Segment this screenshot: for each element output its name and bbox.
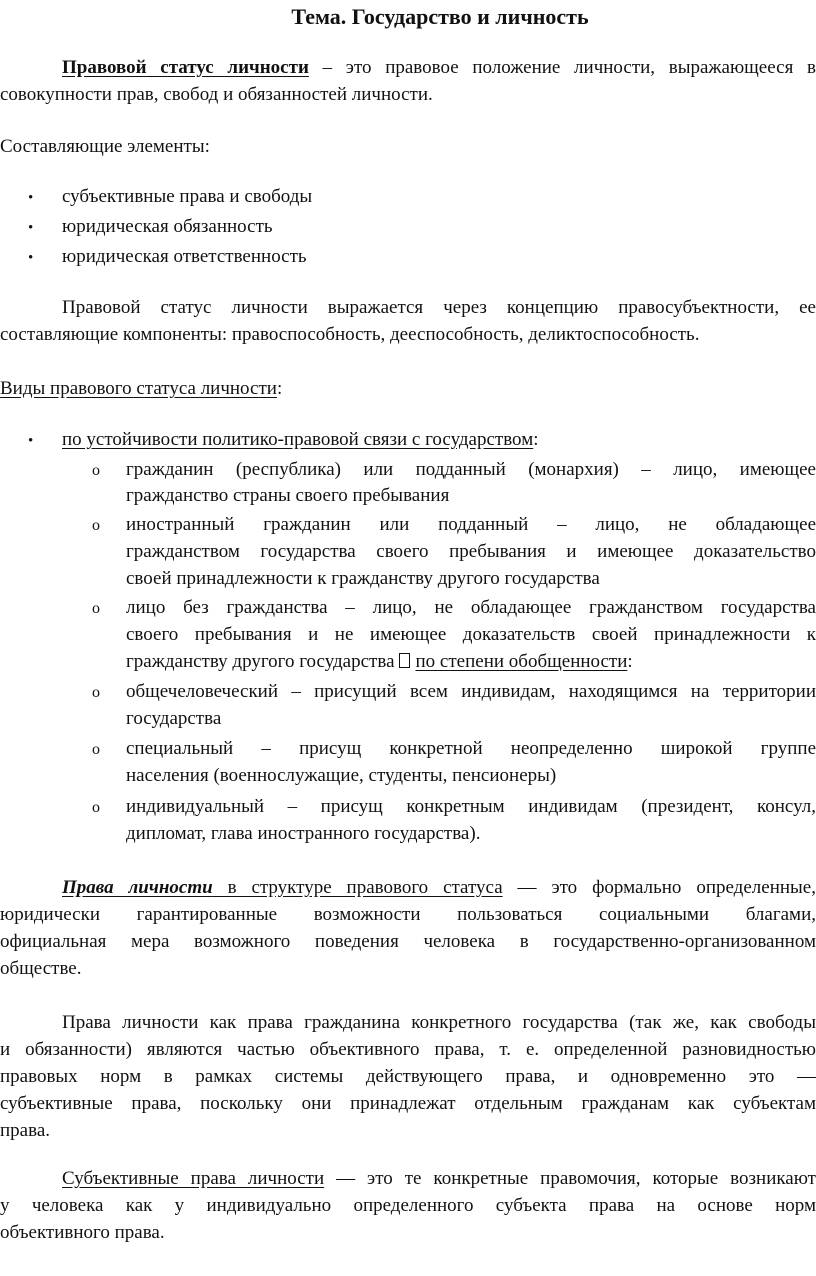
type-item-5-line-1: специальный – присущ конкретной неопределенно широкой группе [126,738,816,759]
p5-line-1 [62,1166,816,1192]
types-heading-colon: : [276,378,283,399]
type-item-3-line-3 [126,649,816,675]
circle-bullet-icon: o [92,462,100,479]
missing-glyph-icon [399,653,410,668]
p3-line-3: официальная мера возможного поведения человека в государственно-организованном [0,931,816,952]
p4-line-5: права. [0,1120,51,1141]
circle-bullet-icon: o [92,799,100,816]
p1-rest: – это правовое положение личности, выражающееся в [308,57,816,78]
bullet-icon: • [28,220,34,236]
types-heading [0,376,816,402]
type-item-3-line-2: своего пребывания и не имеющее доказательств своей принадлежности к [126,624,816,645]
p1-term: Правовой статус личности [62,57,309,78]
p4-line-2: и обязанности) являются частью объективного права, т. е. определенной разновидностью [0,1039,816,1060]
bullet-icon: • [28,190,34,206]
p3-line-1 [62,875,816,901]
bullet-icon: • [28,250,34,266]
type-item-2-line-1: иностранный гражданин или подданный – лицо, не обладающее [126,514,816,535]
types-group-1-colon: : [533,429,539,450]
p2-line-1: Правовой статус личности выражается через концепцию правосубъектности, ее [62,297,816,318]
type-item-1-line-2: гражданство страны своего пребывания [126,485,450,506]
p3-line-4: обществе. [0,958,82,979]
p4-line-4: субъективные права, поскольку они принадлежат отдельным гражданам как субъектам [0,1093,816,1114]
type-item-2-line-2: гражданством государства своего пребывания и имеющее доказательство [126,541,816,562]
p2-line-2: составляющие компоненты: правоспособность, дееспособность, деликтоспособность. [0,324,700,345]
bullet-icon: • [28,433,34,449]
circle-bullet-icon: o [92,517,100,534]
type-item-1-line-1: гражданин (республика) или подданный (монархия) – лицо, имеющее [126,459,816,480]
component-item: юридическая обязанность [62,216,273,237]
circle-bullet-icon: o [92,741,100,758]
p3-term-rest: в структуре правового статуса [212,877,503,898]
component-item: субъективные права и свободы [62,186,313,207]
p5-term: Субъективные права личности [62,1168,325,1189]
component-item: юридическая ответственность [62,246,307,267]
type-item-3-line-1: лицо без гражданства – лицо, не обладающее гражданством государства [126,597,816,618]
p5-rest: — это те конкретные правомочия, которые возникают [324,1168,816,1189]
types-group-1-label: по устойчивости политико-правовой связи с государством [62,429,534,450]
p5-line-2: у человека как у индивидуально определенного субъекта права на основе норм [0,1195,816,1216]
type-item-6-line-1: индивидуальный – присущ конкретным индивидам (президент, консул, [126,796,816,817]
type-item-2-line-3: своей принадлежности к гражданству другого государства [126,568,600,589]
p1-line-1 [62,55,816,81]
p4-line-3: правовых норм в рамках системы действующего права, и одновременно это — [0,1066,816,1087]
document-title: Тема. Государство и личность [291,4,589,29]
p3-term: Права личности [62,877,213,898]
type-item-6-line-2: дипломат, глава иностранного государства). [126,823,481,844]
type-item-3-line-3-text: гражданству другого государства [126,651,395,672]
types-group-2-colon: : [627,651,633,672]
p3-line-2: юридически гарантированные возможности пользоваться социальными благами, [0,904,816,925]
p5-line-3: объективного права. [0,1222,165,1243]
p1-line-2: совокупности прав, свобод и обязанностей личности. [0,84,433,105]
type-item-4-line-1: общечеловеческий – присущий всем индивидам, находящимся на территории [126,681,816,702]
p3-rest: — это формально определенные, [502,877,816,898]
types-group-2-label: по степени обобщенности [415,651,628,672]
p4-line-1: Права личности как права гражданина конкретного государства (так же, как свободы [62,1012,816,1033]
circle-bullet-icon: o [92,684,100,701]
type-item-4-line-2: государства [126,708,222,729]
components-heading: Составляющие элементы: [0,136,210,157]
types-group-1 [62,427,816,453]
type-item-5-line-2: населения (военнослужащие, студенты, пенсионеры) [126,765,557,786]
circle-bullet-icon: o [92,600,100,617]
types-heading-text: Виды правового статуса личности [0,378,277,399]
